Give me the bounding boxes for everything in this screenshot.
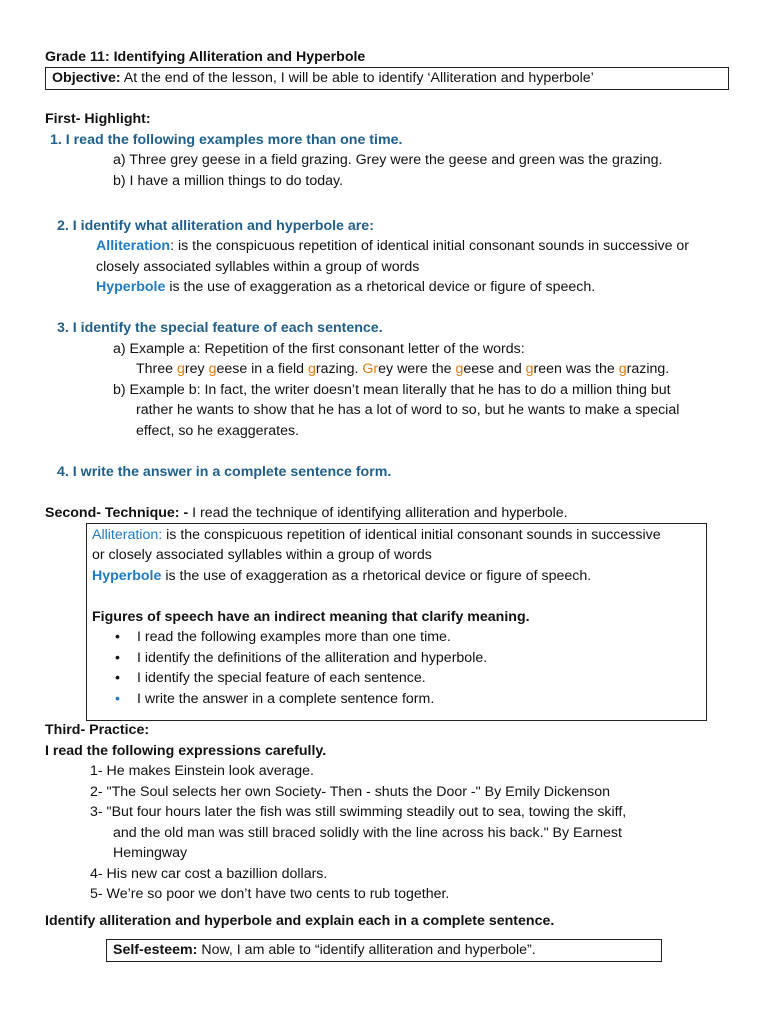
- feature-b-2: rather he wants to show that he has a lot of word to so, but he wants to make a special: [136, 402, 680, 418]
- highlight-letter: g: [455, 361, 464, 377]
- highlight-letter: g: [525, 361, 534, 377]
- practice-task: Identify alliteration and hyperbole and explain each in a complete sentence.: [45, 913, 555, 929]
- objective-line: [52, 68, 594, 89]
- text-run: razing.: [626, 361, 670, 377]
- step-3: 3. I identify the special feature of each sentence.: [57, 320, 383, 336]
- bullet-text: I identify the definitions of the alliteration and hyperbole.: [137, 650, 488, 666]
- example-a: a) Three grey geese in a field grazing. Grey were the geese and green was the grazing.: [113, 152, 663, 168]
- feature-b-1: b) Example b: In fact, the writer doesn’t mean literally that he has to do a million thing but: [113, 382, 671, 398]
- alliteration-def-2: closely associated syllables within a group of words: [96, 259, 420, 275]
- step-1: 1. I read the following examples more than one time.: [50, 132, 403, 148]
- self-esteem-label: Self-esteem:: [113, 942, 198, 958]
- example-b: b) I have a million things to do today.: [113, 173, 344, 189]
- bullet-text: I identify the special feature of each sentence.: [137, 670, 426, 686]
- box-alliteration-term: Alliteration:: [92, 527, 163, 543]
- step-2: 2. I identify what alliteration and hyperbole are:: [57, 218, 374, 234]
- step-4: 4. I write the answer in a complete sentence form.: [57, 464, 392, 480]
- text-run: reen was the: [533, 361, 619, 377]
- highlight-letter: g: [208, 361, 217, 377]
- self-esteem-line: [113, 940, 536, 961]
- alliteration-definition: [96, 236, 689, 257]
- highlight-letter: g: [618, 361, 627, 377]
- objective-box: [45, 67, 729, 90]
- practice-item-3: 3- "But four hours later the fish was still swimming steadily out to sea, towing the skiff,: [90, 804, 627, 820]
- bullet-dot-icon: •: [115, 670, 120, 686]
- text-run: ey were the: [378, 361, 456, 377]
- feature-a-2: [136, 359, 669, 380]
- practice-item-4: 4- His new car cost a bazillion dollars.: [90, 866, 328, 882]
- second-label: Second- Technique: -: [45, 505, 189, 521]
- bullet-text: I write the answer in a complete sentence form.: [137, 691, 435, 707]
- highlight-letter: g: [177, 361, 185, 377]
- bullet-dot-icon: •: [115, 691, 120, 707]
- self-esteem-box: [106, 939, 662, 962]
- technique-box: [86, 523, 707, 721]
- text-run: eese in a field: [216, 361, 308, 377]
- practice-item-3-author: Hemingway: [113, 845, 188, 861]
- alliteration-term: Alliteration: [96, 238, 171, 254]
- hyperbole-definition: [96, 277, 595, 298]
- practice-item-2: 2- "The Soul selects her own Society- Then - shuts the Door -" By Emily Dickenson: [90, 784, 610, 800]
- box-hyperbole-line: [92, 566, 591, 587]
- bullet-item: [115, 627, 451, 648]
- third-heading: Third- Practice:: [45, 722, 150, 738]
- alliteration-def-1: : is the conspicuous repetition of identical initial consonant sounds in successive or: [170, 238, 690, 254]
- box-hyperbole-term: Hyperbole: [92, 568, 162, 584]
- feature-a-1: a) Example a: Repetition of the first consonant letter of the words:: [113, 341, 525, 357]
- bullet-dot-icon: •: [115, 650, 120, 666]
- text-run: eese and: [463, 361, 526, 377]
- bullet-item: [115, 668, 426, 689]
- page-title: Grade 11: Identifying Alliteration and Hyperbole: [45, 49, 366, 65]
- practice-item-3-cont: and the old man was still braced solidly with the line across his back." By Earnest: [113, 825, 622, 841]
- first-heading: First- Highlight:: [45, 111, 151, 127]
- box-alliteration-def-2: or closely associated syllables within a group of words: [92, 547, 432, 563]
- hyperbole-term: Hyperbole: [96, 279, 166, 295]
- box-hyperbole-def: is the use of exaggeration as a rhetorical device or figure of speech.: [161, 568, 592, 584]
- objective-text: At the end of the lesson, I will be able to identify ‘Alliteration and hyperbole’: [120, 70, 594, 86]
- box-alliteration-def-1: is the conspicuous repetition of identical initial consonant sounds in successive: [162, 527, 661, 543]
- bullet-text: I read the following examples more than one time.: [137, 629, 451, 645]
- bullet-item: [115, 689, 434, 710]
- objective-label: Objective:: [52, 70, 121, 86]
- third-instruction: I read the following expressions carefully.: [45, 743, 327, 759]
- hyperbole-def: is the use of exaggeration as a rhetorical device or figure of speech.: [165, 279, 596, 295]
- bullet-item: [115, 648, 487, 669]
- bullet-dot-icon: •: [115, 629, 120, 645]
- box-alliteration-line-1: [92, 525, 661, 546]
- text-run: rey: [184, 361, 209, 377]
- self-esteem-text: Now, I am able to “identify alliteration and hyperbole”.: [197, 942, 536, 958]
- text-run: razing.: [315, 361, 363, 377]
- highlight-letter: Gr: [362, 361, 379, 377]
- second-heading: [45, 503, 568, 524]
- practice-item-5: 5- We’re so poor we don’t have two cents to rub together.: [90, 886, 450, 902]
- practice-item-1: 1- He makes Einstein look average.: [90, 763, 314, 779]
- second-text: I read the technique of identifying alliteration and hyperbole.: [188, 505, 568, 521]
- figures-heading: Figures of speech have an indirect meaning that clarify meaning.: [92, 609, 530, 625]
- text-run: Three: [136, 361, 178, 377]
- feature-b-3: effect, so he exaggerates.: [136, 423, 300, 439]
- highlight-letter: g: [307, 361, 316, 377]
